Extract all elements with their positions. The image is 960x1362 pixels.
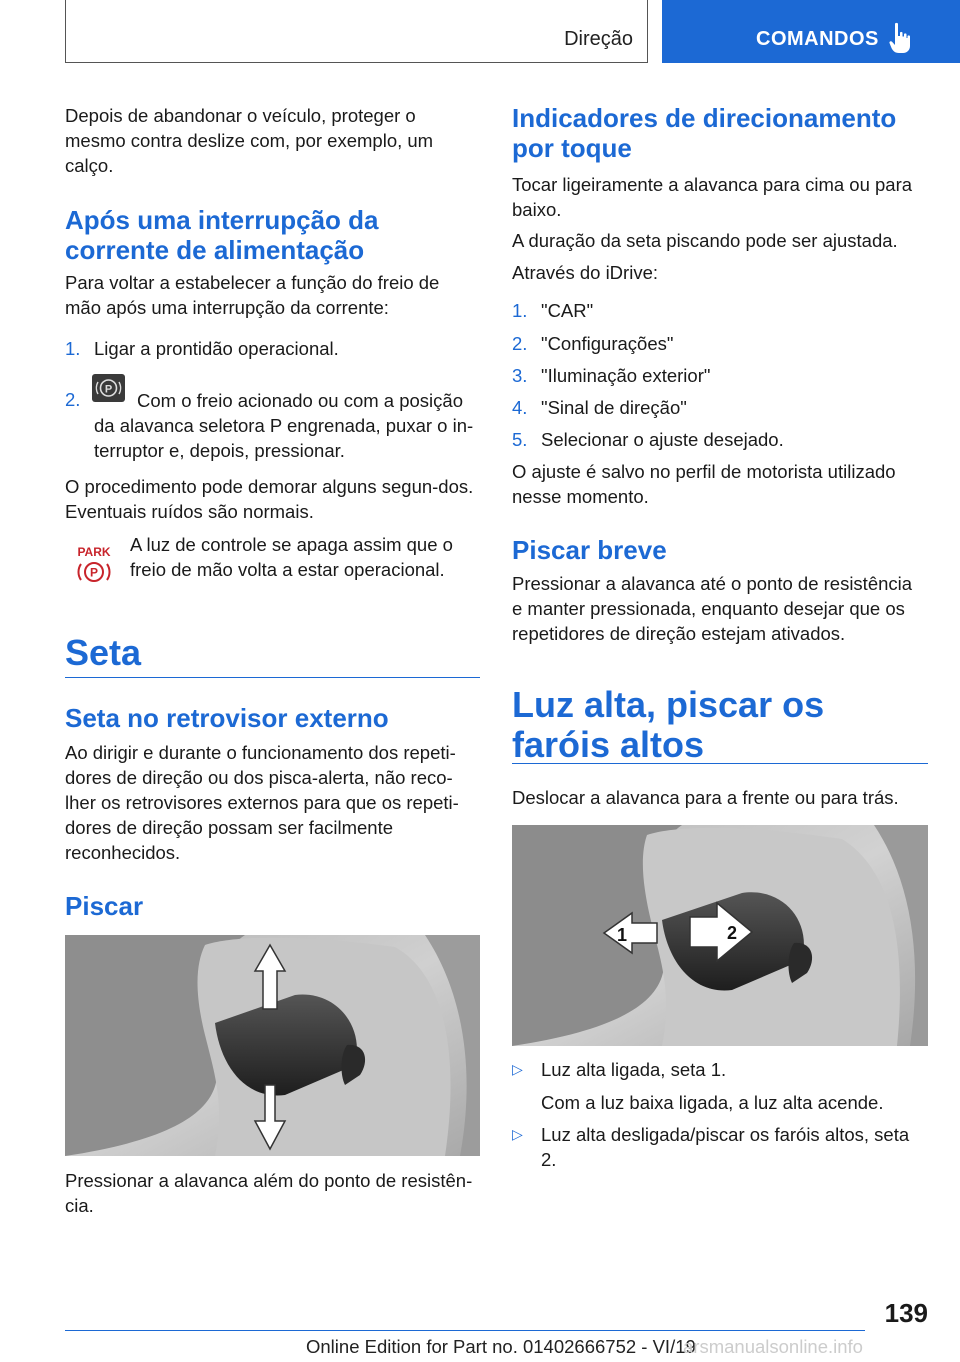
idrive-step	[512, 298, 927, 323]
step-number: 2.	[65, 389, 81, 410]
heading-breve: Piscar breve	[512, 535, 667, 565]
idrive-step	[512, 363, 927, 388]
section-divider	[65, 677, 480, 678]
watermark: arsmanualsonline.info	[683, 1336, 863, 1357]
park-note: A luz de controle se apaga assim que o freio de mão volta a estar operacional.	[130, 534, 453, 580]
lever-forward-back-photo	[512, 825, 928, 1046]
park-label: PARK	[77, 545, 111, 559]
heading-seta: Seta	[65, 632, 142, 673]
header-section-title: Direção	[564, 28, 633, 50]
triangle-bullet-icon: ▷	[512, 1061, 523, 1077]
retrovisor-paragraph: Ao dirigir e durante o funcionamento dos repeti-dores de direção ou dos pisca-alerta, não reco-lher os retrovisores externos para que os repeti-dores de direção possam ser facilmente reconhecidos.	[65, 742, 459, 863]
footer-edition: Online Edition for Part no. 01402666752 - VI/19	[306, 1336, 696, 1357]
arrow-label-2: 2	[726, 923, 738, 943]
section-divider	[512, 763, 928, 764]
step-text: Com o freio acionado ou com a posição da alavanca seletora P engrenada, puxar o in-terruptor e, depois, pressionar.	[94, 390, 474, 461]
parking-brake-button-icon	[94, 383, 129, 409]
procedure-paragraph: O procedimento pode demorar alguns segun-dos. Eventuais ruídos são normais.	[65, 476, 474, 522]
idrive-step-text: "Sinal de direção"	[541, 397, 687, 418]
list-item	[512, 1122, 927, 1172]
interrupt-paragraph: Para voltar a estabelecer a função do freio de mão após uma interrupção da corrente:	[65, 272, 440, 318]
idrive-step-text: "Configurações"	[541, 333, 674, 354]
step-item	[65, 336, 480, 361]
bullet-text: Luz alta desligada/piscar os faróis altos, seta 2.	[541, 1124, 910, 1170]
header-section-box	[65, 0, 648, 63]
park-warning-icon	[75, 545, 115, 585]
step-number: 1.	[65, 338, 81, 359]
idrive-step-text: "Iluminação exterior"	[541, 365, 711, 386]
heading-retrovisor: Seta no retrovisor externo	[65, 703, 389, 733]
list-item	[512, 1057, 927, 1115]
step-text: Ligar a prontidão operacional.	[94, 338, 339, 359]
toque-paragraph-1: Tocar ligeiramente a alavanca para cima ou para baixo.	[512, 174, 913, 220]
idrive-step-number: 3.	[512, 365, 528, 386]
luz-paragraph: Deslocar a alavanca para a frente ou para trás.	[512, 787, 899, 808]
toque-paragraph-3: Através do iDrive:	[512, 262, 658, 283]
bullet-subtext: Com a luz baixa ligada, a luz alta acende.	[541, 1092, 884, 1113]
svg-text:P: P	[104, 383, 113, 396]
idrive-step	[512, 331, 927, 356]
intro-paragraph: Depois de abandonar o veículo, proteger o mesmo contra deslize com, por exemplo, um calço.	[65, 105, 434, 176]
footer-divider	[65, 1330, 865, 1331]
header-chapter-tab[interactable]	[662, 0, 960, 63]
heading-interrupt: Após uma interrupção da corrente de alimentação	[65, 205, 379, 265]
breve-paragraph: Pressionar a alavanca até o ponto de resistência e manter pressionada, enquanto desejar que os repetidores de direção estejam ativados.	[512, 573, 913, 644]
idrive-step-number: 5.	[512, 429, 528, 450]
pointing-hand-icon	[889, 22, 911, 54]
idrive-step-number: 4.	[512, 397, 528, 418]
heading-piscar: Piscar	[65, 891, 144, 921]
idrive-step	[512, 427, 927, 452]
idrive-step-text: Selecionar o ajuste desejado.	[541, 429, 784, 450]
heading-toque: Indicadores de direcionamento por toque	[512, 103, 897, 163]
idrive-step	[512, 395, 927, 420]
idrive-step-number: 2.	[512, 333, 528, 354]
step-item	[65, 383, 480, 463]
lever-up-down-photo	[65, 935, 480, 1156]
svg-text:P: P	[89, 565, 99, 580]
bullet-text: Luz alta ligada, seta 1.	[541, 1059, 727, 1080]
triangle-bullet-icon: ▷	[512, 1126, 523, 1142]
heading-luz-alta: Luz alta, piscar os faróis altos	[512, 684, 825, 765]
header-chapter-title: COMANDOS	[756, 28, 879, 50]
page-number: 139	[884, 1298, 928, 1328]
arrow-label-1: 1	[616, 925, 628, 945]
idrive-step-text: "CAR"	[541, 300, 594, 321]
idrive-step-number: 1.	[512, 300, 528, 321]
piscar-paragraph: Pressionar a alavanca além do ponto de resistên-cia.	[65, 1170, 473, 1216]
toque-paragraph-2: A duração da seta piscando pode ser ajustada.	[512, 230, 898, 251]
ajuste-paragraph: O ajuste é salvo no perfil de motorista utilizado nesse momento.	[512, 461, 896, 507]
